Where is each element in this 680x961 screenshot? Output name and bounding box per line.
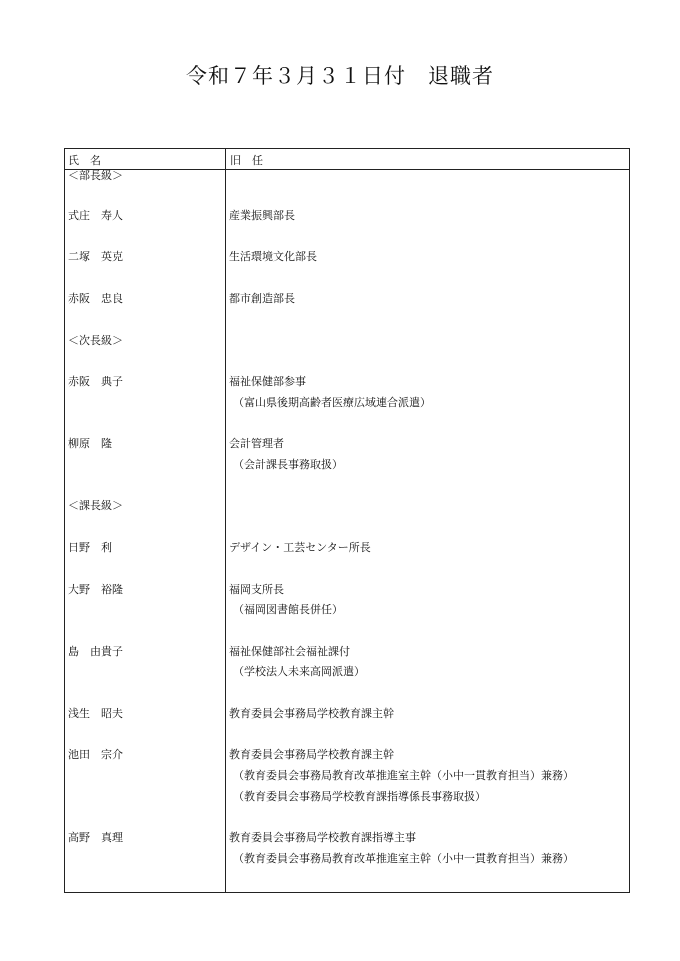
person-name: 浅生 昭夫 [68, 707, 123, 720]
person-name: 式庄 寿人 [68, 209, 123, 222]
group-label: ＜次長級＞ [68, 334, 123, 347]
person-position: 福岡支所長 [229, 583, 284, 596]
retirees-table [64, 148, 630, 893]
person-position: デザイン・工芸センター所長 [229, 541, 371, 554]
person-name: 日野 利 [68, 541, 112, 554]
person-position: 生活環境文化部長 [229, 250, 317, 263]
column-divider [225, 149, 226, 892]
person-position: 都市創造部長 [229, 292, 295, 305]
group-label: ＜部長級＞ [68, 169, 123, 182]
person-position: 教育委員会事務局学校教育課主幹 [229, 748, 394, 761]
person-position: 会計管理者 [229, 437, 284, 450]
person-name: 島 由貴子 [68, 645, 123, 658]
header-divider [65, 169, 629, 170]
person-position: 教育委員会事務局学校教育課主幹 [229, 707, 394, 720]
person-position-note: （教育委員会事務局教育改革推進室主幹（小中一貫教育担当）兼務） [233, 769, 574, 782]
person-name: 高野 真理 [68, 831, 123, 844]
person-position: 福祉保健部参事 [229, 375, 306, 388]
person-position: 産業振興部長 [229, 209, 295, 222]
person-position: 福祉保健部社会福祉課付 [229, 645, 350, 658]
person-position-note: （会計課長事務取扱） [233, 458, 343, 471]
person-position: 教育委員会事務局学校教育課指導主事 [229, 831, 416, 844]
person-name: 二塚 英克 [68, 250, 123, 263]
person-name: 柳原 隆 [68, 437, 112, 450]
header-name: 氏 名 [68, 154, 101, 167]
person-position-note: （教育委員会事務局教育改革推進室主幹（小中一貫教育担当）兼務） [233, 852, 574, 865]
person-name: 赤阪 典子 [68, 375, 123, 388]
person-name: 大野 裕隆 [68, 583, 123, 596]
person-position-note: （教育委員会事務局学校教育課指導係長事務取扱） [233, 790, 486, 803]
page-title: 令和７年３月３１日付 退職者 [186, 64, 494, 88]
person-position-note: （学校法人未来高岡派遣） [233, 665, 365, 678]
person-name: 池田 宗介 [68, 748, 123, 761]
person-position-note: （富山県後期高齢者医療広域連合派遣） [233, 396, 431, 409]
header-position: 旧 任 [230, 154, 263, 167]
person-name: 赤阪 忠良 [68, 292, 123, 305]
group-label: ＜課長級＞ [68, 499, 123, 512]
person-position-note: （福岡図書館長併任） [233, 603, 343, 616]
